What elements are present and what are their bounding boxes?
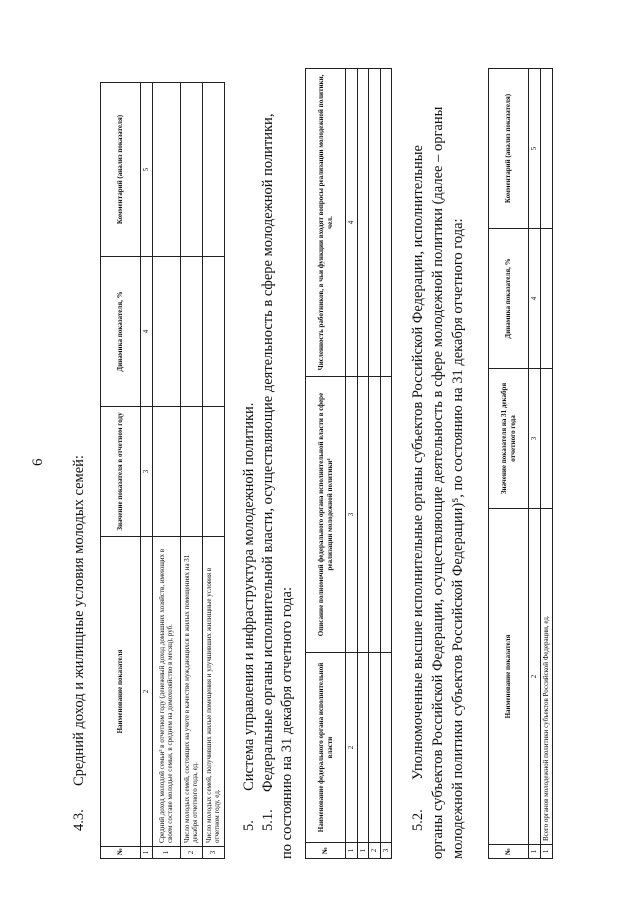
section-number: 5.2.	[410, 809, 426, 831]
section-5-1-line2: по состоянию на 31 декабря отчетного года:	[279, 586, 295, 859]
row-name: Всего органов молодежной политики субъектов Российской Федерации, ед.	[540, 509, 552, 845]
comment-cell	[180, 83, 202, 257]
dynamics-cell	[202, 257, 224, 407]
row-number: 2	[180, 847, 202, 859]
col-number: 4	[141, 257, 153, 407]
row-number: 2	[369, 843, 381, 859]
name-cell	[380, 653, 392, 843]
name-cell	[357, 653, 369, 843]
section-5-1-heading	[259, 114, 277, 831]
table-row	[180, 83, 202, 859]
col-number: 4	[346, 69, 358, 377]
paragraph-text: Уполномоченные высшие исполнительные органы субъектов Российской Федерации, исполнительные	[410, 145, 426, 780]
col-number: 2	[529, 509, 541, 845]
value-cell	[540, 369, 552, 509]
col-header-name: Наименование показателя	[101, 537, 141, 847]
col-header-comment: Комментарий (анализ показателя)	[489, 69, 529, 229]
col-header-staff: Численность работников, в чьи функции входят вопросы реализации молодежной политики, чел.	[306, 69, 346, 377]
col-header-value: Значение показателя на 31 декабря отчетного года	[489, 369, 529, 509]
paragraph-line: органы субъектов Российской Федерации, осуществляющие деятельность в сфере молодежной политики (далее – органы	[430, 106, 446, 859]
table-row	[357, 69, 369, 859]
comment-cell	[152, 83, 180, 257]
section-number: 5.1.	[260, 809, 276, 831]
col-number: 2	[141, 537, 153, 847]
col-number: 5	[141, 83, 153, 257]
col-number: 1	[141, 847, 153, 859]
table-row	[380, 69, 392, 859]
value-cell	[202, 407, 224, 537]
table-row	[369, 69, 381, 859]
table-row	[202, 83, 224, 859]
row-number: 1	[357, 843, 369, 859]
powers-cell	[357, 377, 369, 653]
section-title: Средний доход и жилищные условия молодых семей:	[71, 455, 87, 786]
col-header-dynamics: Динамика показателя, %	[489, 229, 529, 369]
row-number: 1	[152, 847, 180, 859]
section-title: Система управления и инфраструктура молодежной политики.	[241, 402, 257, 791]
section-5-heading	[240, 403, 258, 831]
col-header-comment: Комментарий (анализ показателя)	[101, 83, 141, 257]
table-income-housing	[100, 82, 225, 859]
col-number: 1	[529, 845, 541, 859]
col-header-value: Значение показателя в отчетном году	[101, 407, 141, 537]
col-header-num: №	[306, 843, 346, 859]
value-cell	[180, 407, 202, 537]
paragraph-line	[408, 59, 428, 859]
powers-cell	[380, 377, 392, 653]
comment-cell	[202, 83, 224, 257]
section-number: 4.3.	[71, 809, 87, 831]
dynamics-cell	[540, 229, 552, 369]
col-number: 5	[529, 69, 541, 229]
row-number: 3	[202, 847, 224, 859]
row-number: 3	[380, 843, 392, 859]
col-number: 3	[346, 377, 358, 653]
staff-cell	[380, 69, 392, 377]
col-header-powers: Описание полномочий федерального органа исполнительной власти в сфере реализации молодежной политики⁴	[306, 377, 346, 653]
name-cell	[369, 653, 381, 843]
section-5-2-paragraph	[408, 59, 468, 859]
table-regional-bodies	[488, 68, 553, 859]
staff-cell	[357, 69, 369, 377]
page-number: 6	[30, 458, 46, 466]
value-cell	[152, 407, 180, 537]
row-name: Число молодых семей, состоящих на учете в качестве нуждающихся в жилых помещениях на 31 декабря отчетного года, ед.	[180, 537, 202, 847]
table-row	[152, 83, 180, 859]
section-4-3-heading	[70, 455, 88, 831]
powers-cell	[369, 377, 381, 653]
table-federal-bodies	[305, 68, 392, 859]
dynamics-cell	[152, 257, 180, 407]
col-header-num: №	[101, 847, 141, 859]
col-header-num: №	[489, 845, 529, 859]
col-number: 3	[529, 369, 541, 509]
paragraph-line: молодежной политики субъектов Российской Федерации)⁵, по состоянию на 31 декабря отчетного года:	[450, 218, 466, 859]
col-number: 4	[529, 229, 541, 369]
row-name: Средний доход молодой семьи³ в отчетном году (денежный доход домашних хозяйств, имеющих в своем составе молодые семьи, в среднем на домохозяйство в месяц), руб.	[152, 537, 180, 847]
row-name: Число молодых семей, получивших жилые помещения и улучшивших жилищные условия в отчетном году, ед.	[202, 537, 224, 847]
col-number: 1	[346, 843, 358, 859]
table-row	[540, 69, 552, 859]
col-number: 2	[346, 653, 358, 843]
section-text: Федеральные органы исполнительной власти, осуществляющие деятельность в сфере молодежной политики,	[260, 113, 276, 792]
dynamics-cell	[180, 257, 202, 407]
section-number: 5.	[241, 820, 257, 831]
col-header-dynamics: Динамика показателя, %	[101, 257, 141, 407]
staff-cell	[369, 69, 381, 377]
row-number: 1	[540, 845, 552, 859]
col-number: 3	[141, 407, 153, 537]
col-header-name: Наименование показателя	[489, 509, 529, 845]
comment-cell	[540, 69, 552, 229]
col-header-name: Наименование федерального органа исполнительной власти	[306, 653, 346, 843]
